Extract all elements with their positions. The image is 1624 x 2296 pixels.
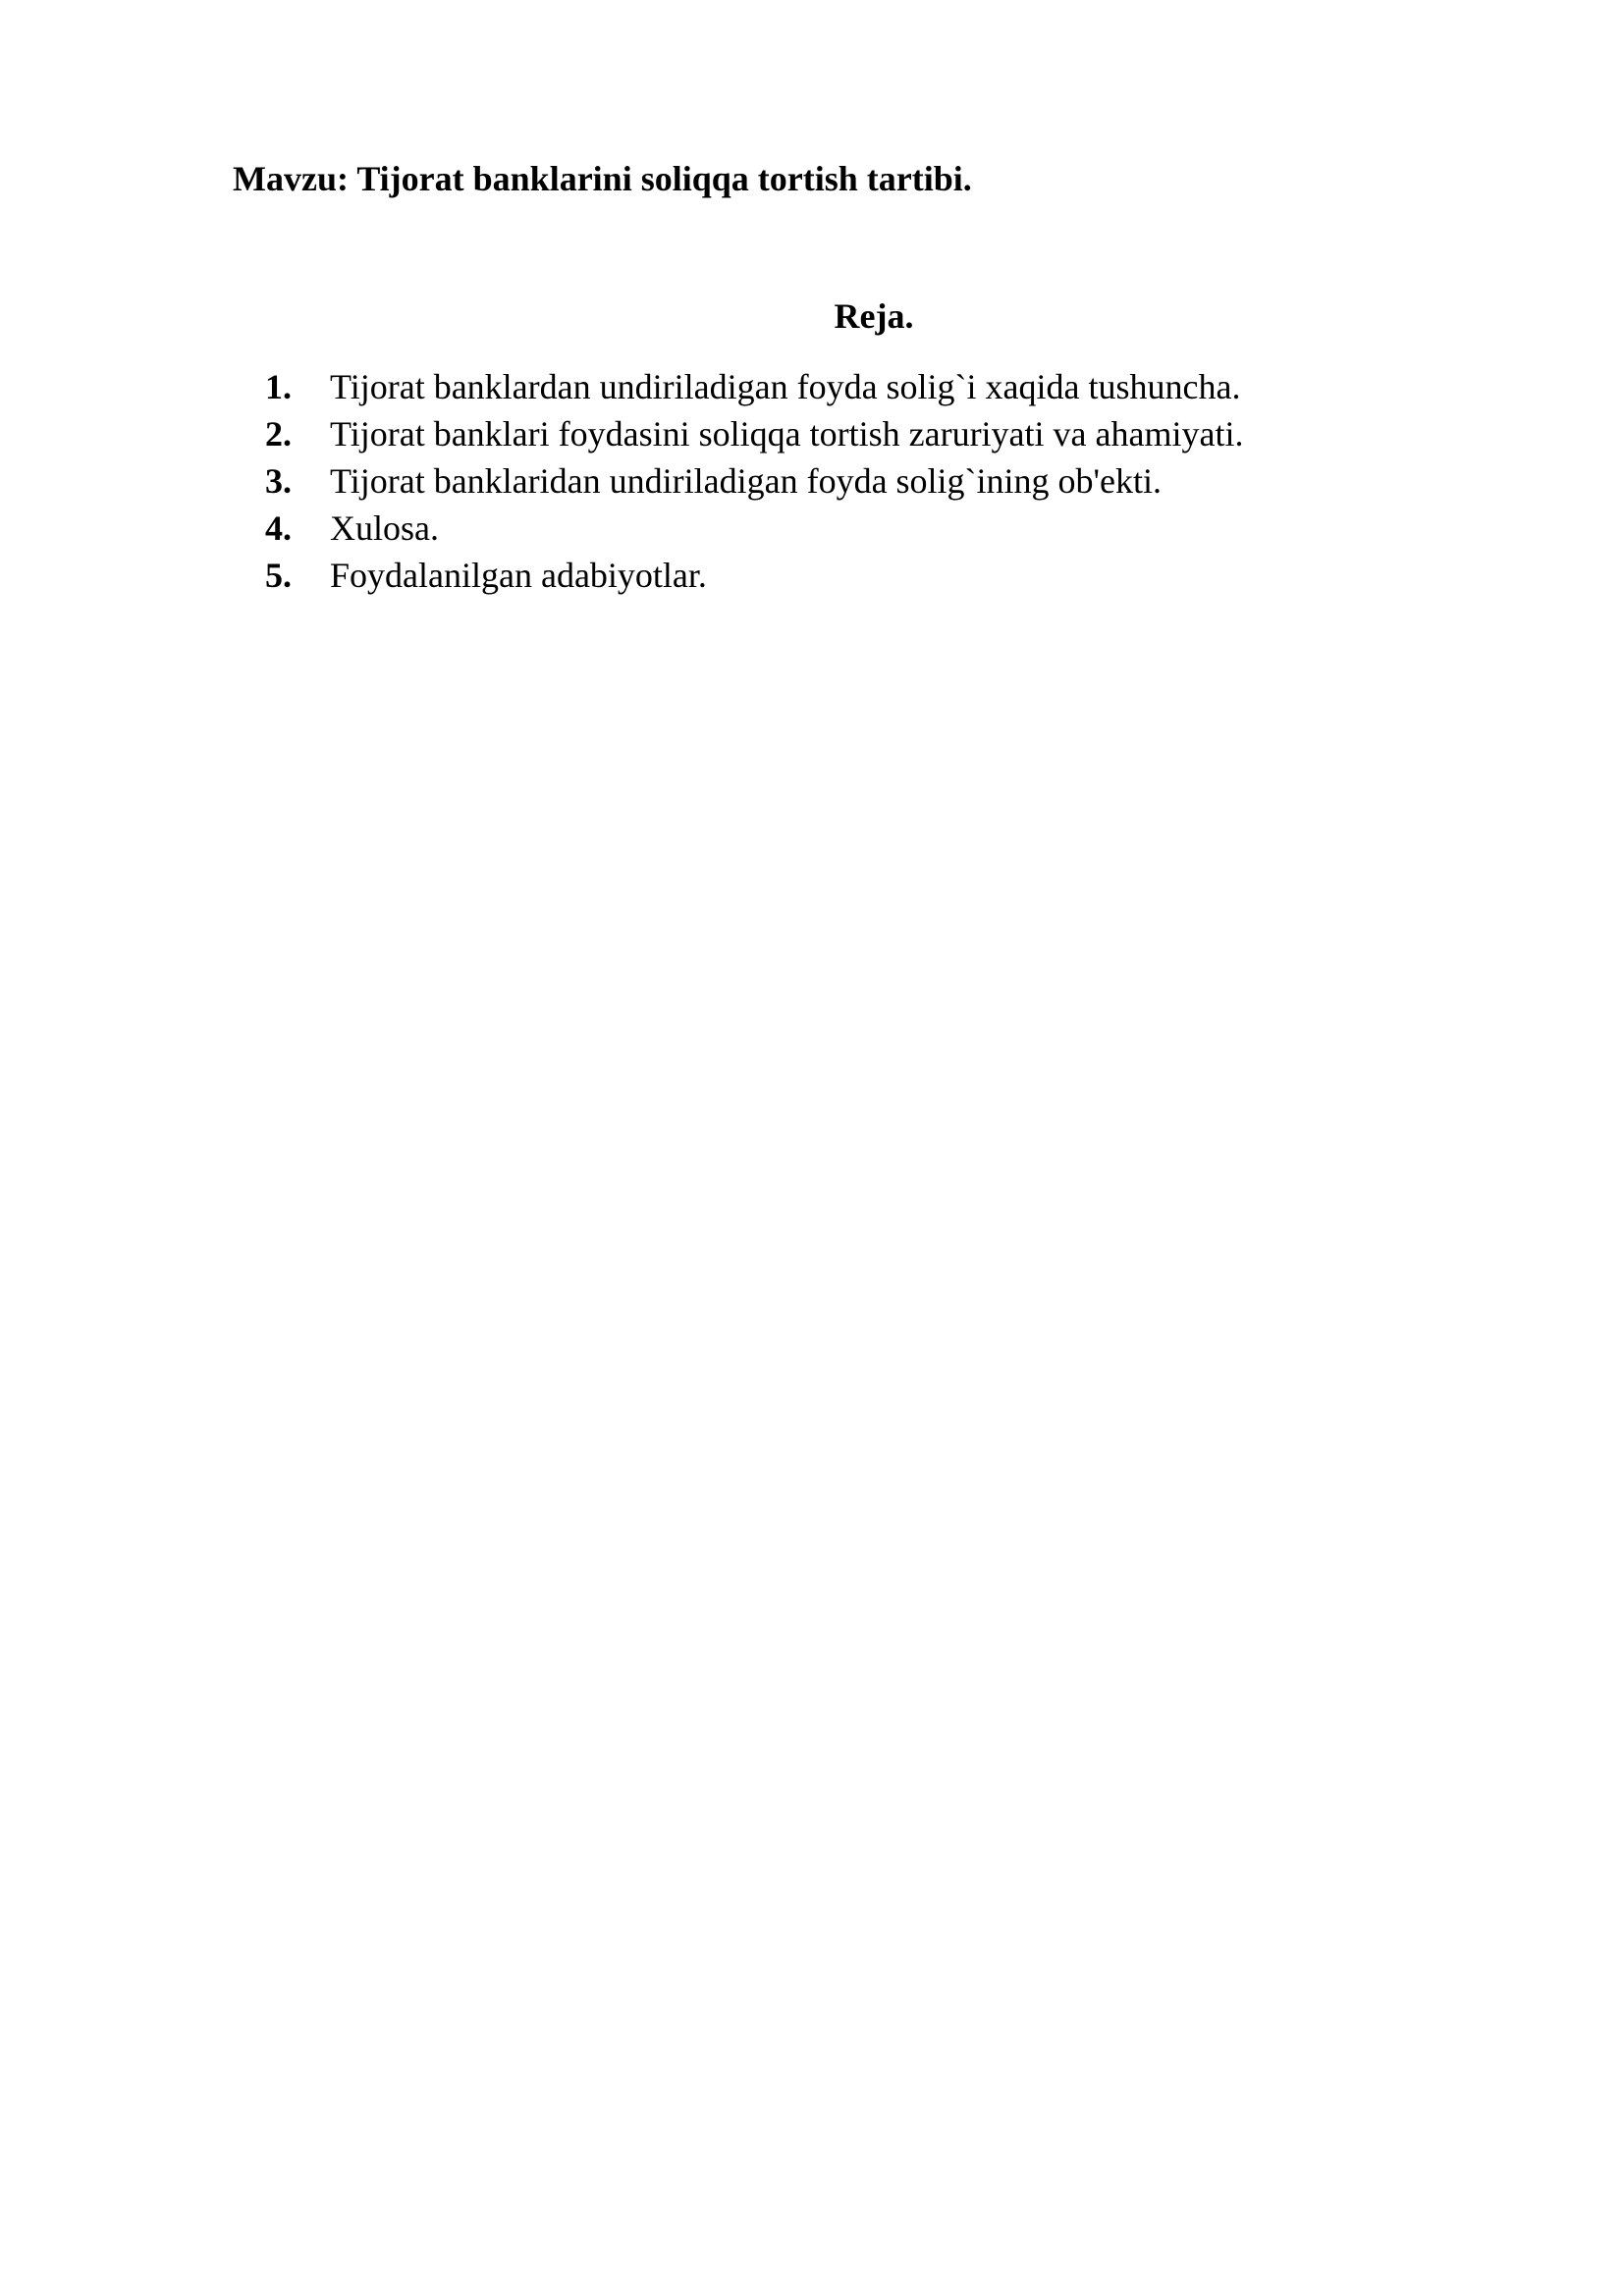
plan-item-text: Tijorat banklari foydasini soliqqa tortish zaruriyati va ahamiyati. [330, 414, 1244, 454]
plan-item [265, 505, 1243, 552]
plan-item [265, 363, 1243, 410]
plan-item [265, 457, 1243, 505]
plan-item-number: 3. [265, 461, 292, 501]
plan-item-text: Tijorat banklaridan undiriladigan foyda solig`ining ob'ekti. [330, 461, 1163, 501]
plan-item-number: 1. [265, 367, 292, 406]
plan-item-number: 4. [265, 508, 292, 548]
plan-item-text: Foydalanilgan adabiyotlar. [330, 556, 707, 595]
document-title: Mavzu: Tijorat banklarini soliqqa tortish tartibi. [233, 159, 972, 198]
plan-item [265, 552, 1243, 599]
plan-item-number: 2. [265, 414, 292, 454]
plan-item-number: 5. [265, 556, 292, 595]
plan-item [265, 410, 1243, 457]
plan-item-text: Xulosa. [330, 508, 439, 548]
plan-heading: Reja. [834, 296, 914, 336]
plan-item-text: Tijorat banklardan undiriladigan foyda solig`i xaqida tushuncha. [330, 367, 1241, 406]
plan-list [265, 363, 1243, 599]
